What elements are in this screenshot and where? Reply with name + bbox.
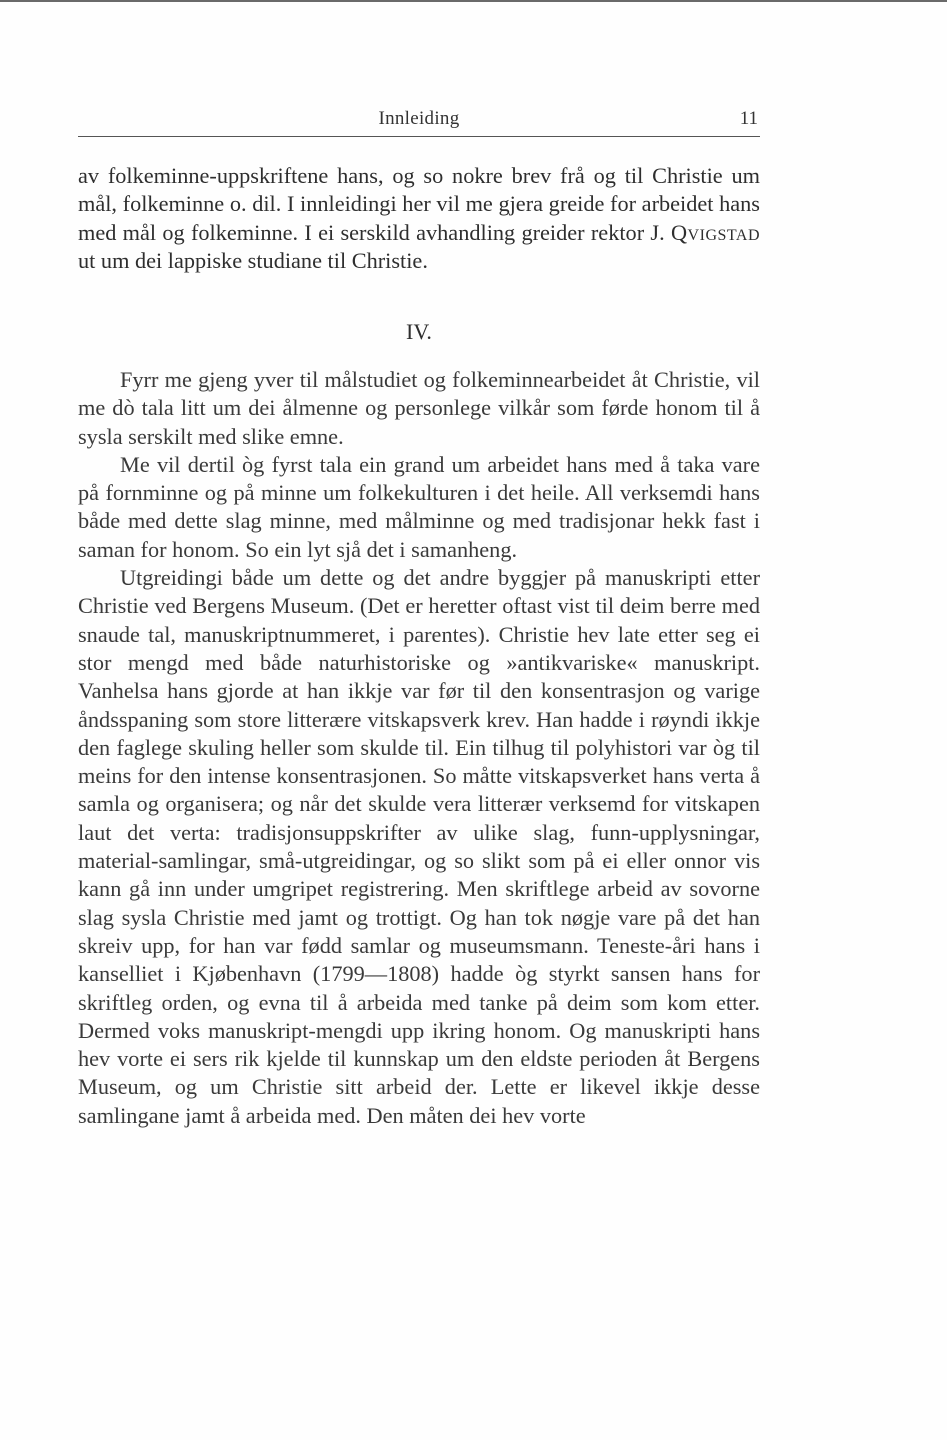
section-paragraph-2: Me vil dertil òg fyrst tala ein grand um arbeidet hans med å taka vare på fornminne og på minne um folkekulturen i det heile. All verksemdi hans både med dette slag minne, med målminne og med tradisjonar hekk fast i saman for honom. So ein lyt sjå det i samanheng. [78,451,760,562]
intro-paragraph-block [78,162,760,275]
intro-paragraph [78,162,760,275]
intro-text-after: ut um dei lappiske studiane til Christie. [78,247,428,273]
intro-text-before: av folkeminne-uppskriftene hans, og so nokre brev frå og til Christie um mål, folkeminne o. dil. I innleidingi her vil me gjera greide for arbeidet hans med mål og folkeminne. I ei serskild avhandling greider rektor J. [78,163,760,245]
section-paragraph-1: Fyrr me gjeng yver til målstudiet og folkeminnearbeidet åt Christie, vil me dò tala litt um dei ålmenne og personlege vilkår som førde honom til å sysla serskilt med slike emne. [78,367,760,449]
section-heading: IV. [406,319,432,344]
scan-edge-rule [0,0,947,2]
section-paragraph-3: Utgreidingi både um dette og det andre byggjer på manuskripti etter Christie ved Bergens Museum. (Det er heretter oftast vist til deim berre med snaude tal, manuskriptnummeret, i parentes). Christie hev late etter seg ei stor mengd med både naturhistoriske og »antikvariske« manuskript. Vanhelsa hans gjorde at han ikkje var før til den konsentrasjon og varige åndsspaning som store litterære vitskapsverk krev. Han hadde i røyndi ikkje den faglege skuling heller som skulde til. Ein tilhug til polyhistori var òg til meins for den intense konsentrasjonen. So måtte vitskapsverket hans verta å samla og organisera; og når det skulde vera litterær verksemd for vitskapen laut det verta: tradisjonsuppskrifter av ulike slag, funn-upplysningar, material-samlingar, små-utgreidingar, og so slikt som på ei eller onnor vis kann gå inn under umgripet registrering. Men skriftlege arbeid av sovorne slag sysla Christie med jamt og trottigt. Og han tok nøgje vare på det han skreiv upp, for han var fødd samlar og museumsmann. Teneste-åri hans i kanselliet i Kjøbenhavn (1799—1808) hadde òg styrkt sansen hans for skriftleg orden, og evna til å arbeida med tanke på deim som kom etter. Dermed voks manuskript-mengdi upp ikring honom. Og manuskripti hans hev vorte ei sers rik kjelde til kunnskap um den eldste perioden åt Bergens Museum, og um Christie sitt arbeid der. Lette er likevel ikkje desse samlingane jamt å arbeida med. Den måten dei hev vorte [78,565,760,1128]
page-number: 11 [739,108,758,129]
running-header [78,106,760,137]
author-name-smallcaps: Qvigstad [670,219,760,245]
running-title: Innleiding [378,108,460,129]
section-body [78,366,760,1130]
